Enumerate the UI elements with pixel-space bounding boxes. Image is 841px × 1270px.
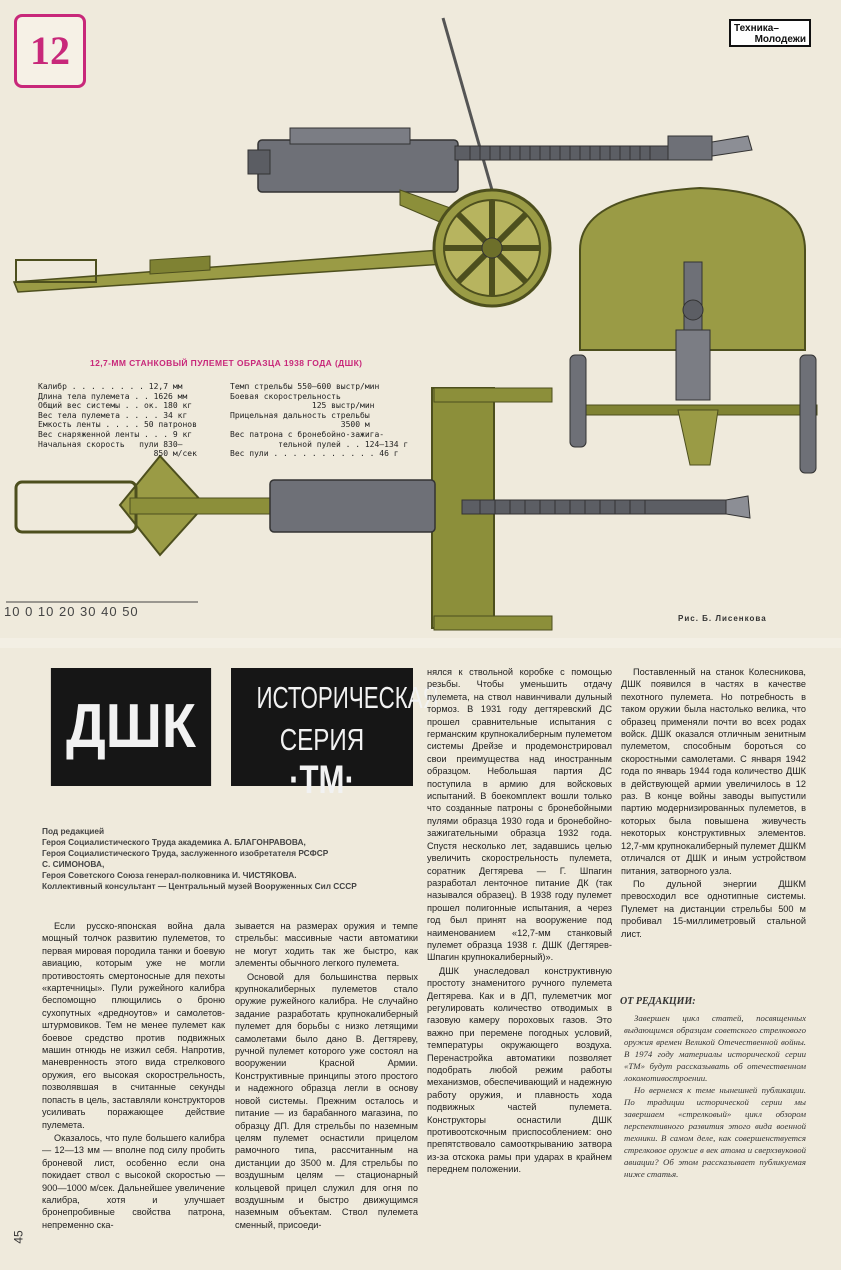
specs-right: Темп стрельбы 550—600 выстр/мин Боевая скорострельность 125 выстр/мин Прицельная дальность стрельбы 3500 м Вес патрона с бронебойно-зажига- тельной пулей . . 124—134 г Вес пули . . . . . . . . . . . 46 г: [230, 382, 409, 459]
page-divider: [0, 638, 841, 648]
article-column-4: [621, 666, 806, 940]
paragraph: зывается на размерах оружия и темпе стрельбы: массивные части автоматики не могут ходить так же быстро, как элементы обычного легкого пулемета.: [235, 921, 418, 969]
front-view-machine-gun: [570, 188, 817, 473]
article-column-2: [235, 920, 418, 1231]
logo-line-2: Молодежи: [754, 34, 806, 45]
editorial-note: [624, 1012, 806, 1180]
paragraph: Если русско-японская война дала мощный толчок развитию пулеметов, то первая мировая породила танки и боевую авиацию, которым уже не могли противостоять смертоносные для пехоты «картечницы». Пули ружейного калибра беспомощно плющились о броню сухопутных «дредноутов» и самолетов-штурмовиков. Тем не менее пулемет как боевое средство против подвижных машин отнюдь не изжил себя. Напротив, маневренность этого вида стрелкового оружия, его высокая скорострельность, позволявшая в считанные секунды попасть в цель, заставляли конструкторов усиливать поражающее действие пулемета.: [42, 921, 225, 1130]
page-number: 45: [11, 1230, 26, 1244]
figure-caption: 12,7-ММ СТАНКОВЫЙ ПУЛЕМЕТ ОБРАЗЦА 1938 ГОДА (ДШК): [90, 358, 363, 368]
article-title: ДШК: [51, 668, 211, 786]
series-line-1: ИСТОРИЧЕСКАЯ: [256, 680, 439, 715]
editors-block: Под редакцией Героя Социалистического Труда академика А. БЛАГОНРАВОВА, Героя Социалистического Труда, заслуженного изобретателя РСФСР С. СИМОНОВА, Героя Советского Союза генерал-полковника И. ЧИСТЯКОВА. Коллективный консультант — Центральный музей Вооруженных Сил СССР: [42, 826, 357, 891]
logo-line-1: Техника–: [734, 23, 779, 34]
paragraph: Но вернемся к теме нынешней публикации. По традиции исторической серии мы завершаем «стрелковый» цикл обзором перспективного развития этого вида военной техники. В самом деле, как совершенствуется стрелковое оружие в век атома и сверхзвуковой авиации? Об этом рассказывает публикуемая ниже статья.: [624, 1085, 806, 1179]
article-column-1: [42, 920, 225, 1231]
specs-left: Калибр . . . . . . . . 12,7 мм Длина тела пулемета . . 1626 мм Общий вес системы . . ок. 180 кг Вес тела пулемета . . . . 34 кг Емкость ленты . . . . 50 патронов Вес снаряженной ленты . . . 9 кг Начальная скорость пули 830— 850 м/сек: [38, 382, 197, 459]
page-badge: 12: [14, 14, 86, 88]
paragraph: Завершен цикл статей, посвященных выдающимся образцам советского стрелкового оружия времен Великой Отечественной войны. В 1974 году материалы исторической серии «ТМ» будут рассказывать об отечественном локомотивостроении.: [624, 1013, 806, 1083]
illustration-credit: Рис. Б. Лисенкова: [678, 614, 767, 623]
paragraph: По дульной энергии ДШКМ превосходил все однотипные системы. Пулемет на дистанции стрельбы 500 м пробивал 15-миллиметровый стальной лист.: [621, 878, 806, 939]
series-tm: ·ТМ·: [289, 758, 355, 802]
editorial-note-heading: ОТ РЕДАКЦИИ:: [620, 996, 696, 1007]
series-line-2: [251, 722, 393, 803]
series-word: СЕРИЯ: [279, 722, 365, 757]
paragraph: Оказалось, что пуле большего калибра — 12—13 мм — вполне под силу пробить броневой лист, особенно если она покидает ствол с высокой скоростью — 900—1000 м/сек. Дальнейшее увеличение калибра, хотя и улучшает бронепробивные свойства патрона, непременно ска-: [42, 1132, 225, 1230]
paragraph: Основой для большинства первых крупнокалиберных пулеметов стало оружие ружейного калибра. Не случайно задание разработать крупнокалиберный пулемет для борьбы с низко летящими самолетами было дано В. Дегтяреву, ручной пулемет которого уже состоял на вооружении Красной Армии. Конструктивные принципы этого простого и надежного образца легли в основу новой системы. Прежним осталось и питание — из барабанного магазина, по образцу ДП. Для стрельбы по наземным целям пулемет оснастили прицелом рамочного типа, рассчитанным на дистанции до 3500 м. Для стрельбы по воздушным целям — стационарный кольцевой прицел служил для огня по воздушным и быстро движущимся наземным объектам. Ствол пулемета сменный, присоеди-: [235, 971, 418, 1230]
paragraph: Поставленный на станок Колесникова, ДШК появился в частях в качестве пехотного пулемета. Но потребность в таком оружии была настолько велика, что образец применяли почти во всех родах войск. ДШК оказался отличным зенитным пулеметом, способным бороться со скоростными самолетами. С января 1942 года по январь 1944 года количество ДШК в действующей армии увеличилось в 12 раз. В конце войны заводы выпустили партию модернизированных пулеметов, в которых была повышена живучесть некоторых конструктивных элементов. 12,7-мм крупнокалиберный пулемет ДШКМ отличался от ДШК и иным устройством питания, затворного узла.: [621, 667, 806, 876]
article-column-3: [427, 666, 612, 1176]
series-title: [231, 668, 439, 802]
scale-labels: 10 0 10 20 30 40 50: [4, 604, 139, 619]
paragraph: ДШК унаследовал конструктивную простоту знаменитого ручного пулемета Дегтярева. Как и в ДП, пулеметчик мог регулировать количество отводимых в газовую камеру пороховых газов. Это важно при перемене погодных условий, температуры окружающего воздуха. Перенастройка автоматики позволяет подобрать любой режим работы механизмов, обеспечивающий и надежную работу оружия, и плавность хода подвижных частей пулемета. Конструкторы оснастили ДШК противоотскочным приспособлением: оно препятствовало самооткрыванию затвора из-за отскока рамы при ударах в крайнем переднем положении.: [427, 965, 612, 1175]
paragraph: нялся к ствольной коробке с помощью резьбы. Чтобы уменьшить отдачу пулемета, на ствол навинчивали дульный тормоз. В 1931 году дегтяревский ДС прошел сравнительные испытания с германским крупнокалиберным пулеметом системы Дрейзе и продемонстрировал свои преимущества над иностранным образцом. Небольшая партия ДС поступила в армию для войсковых испытаний. В боекомплект вошли только что созданные патроны с бронебойными пулями образца 1930 года и бронебойно-зажигательными образца 1932 года. Спустя несколько лет, задавшись целью увеличить скорострельность пулемета, соратник Дегтярева — Г. Шпагин разработал ленточное питание ДК (так назывался образец). В 1938 году пулемет прошел полигонные испытания, а через год был принят на вооружение под наименованием «12,7-мм станковый пулемет образца 1938 г. ДШК (Дегтярев-Шпагин крупнокалиберный)».: [427, 667, 612, 963]
